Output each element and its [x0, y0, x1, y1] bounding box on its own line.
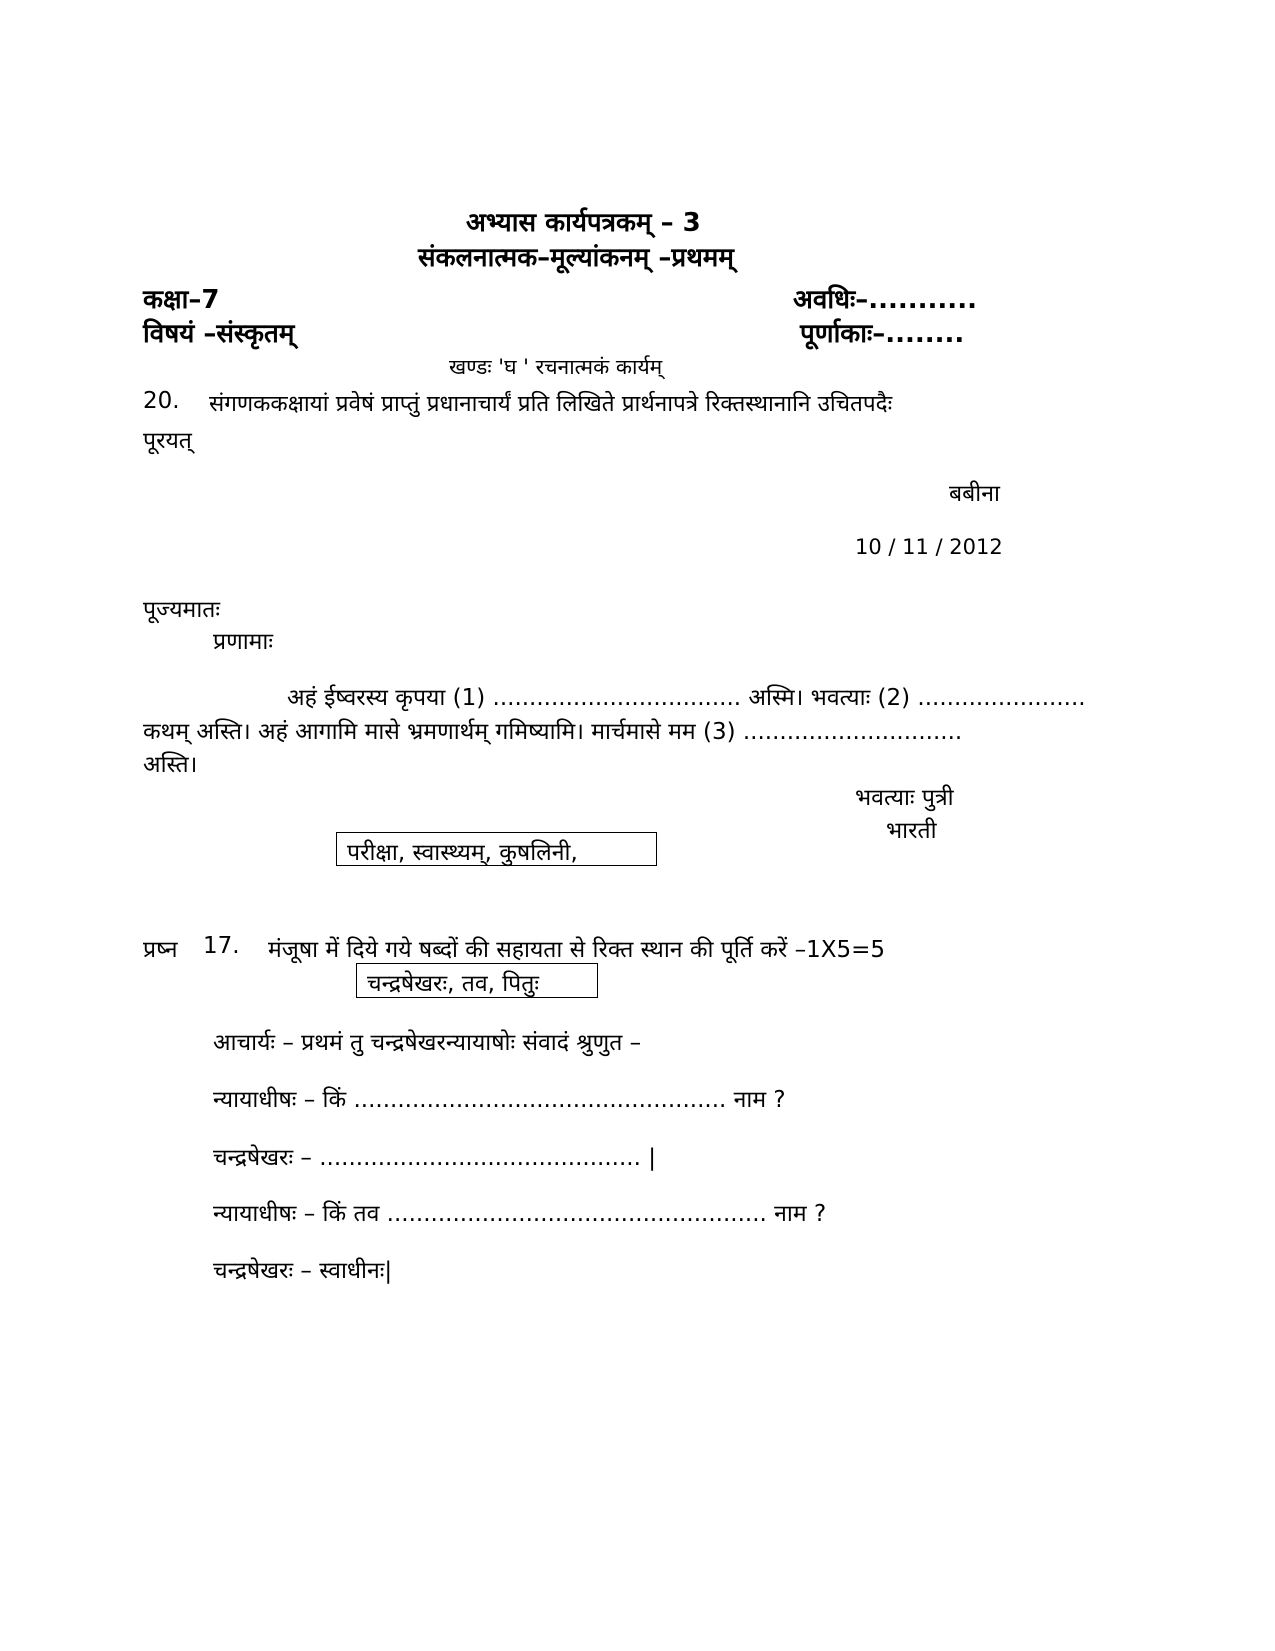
q17-number: 17. [203, 933, 240, 959]
subject-label: विषयं –संस्कृतम् [143, 319, 295, 349]
q17-label: प्रष्न [143, 937, 178, 963]
letter-place: बबीना [949, 481, 1000, 507]
letter-closing: भवत्याः पुत्री [855, 785, 954, 811]
letter-body-line3: अस्ति। [143, 752, 198, 778]
letter-salutation: पूज्यमातः [143, 597, 221, 623]
dialogue-line-2: न्यायाधीषः – किं ................................................... नाम ? [213, 1087, 786, 1113]
dialogue-line-1: आचार्यः – प्रथमं तु चन्द्रषेखरन्यायाषोः संवादं श्रुणुत – [213, 1030, 642, 1056]
dialogue-line-3: चन्द्रषेखरः – ............................................ | [213, 1145, 656, 1171]
duration-label: अवधिः–........... [793, 285, 977, 315]
worksheet-subtitle: संकलनात्मक–मूल्यांकनम् –प्रथमम् [418, 243, 734, 273]
class-label: कक्षा–7 [143, 285, 220, 315]
letter-body-line2: कथम् अस्ति। अहं आगामि मासे भ्रमणार्थम् गमिष्यामि। मार्चमासे मम (3) .............................. [143, 719, 963, 745]
letter-signature: भारती [886, 818, 937, 844]
marks-label: पूर्णाकाः–........ [800, 319, 965, 349]
q20-prompt-line1: संगणककक्षायां प्रवेषं प्राप्तुं प्रधानाचार्यं प्रति लिखिते प्रार्थनापत्रे रिक्तस्थानानि उचितपदैः [209, 391, 893, 417]
dialogue-line-5: चन्द्रषेखरः – स्वाधीनः| [213, 1258, 393, 1284]
letter-body-line1: अहं ईष्वरस्य कृपया (1) .................................. अस्मि। भवत्याः (2) ....................... [287, 685, 1086, 711]
q17-word-box: चन्द्रषेखरः, तव, पितुः [356, 963, 598, 998]
worksheet-title: अभ्यास कार्यपत्रकम् – 3 [466, 208, 701, 238]
q20-number: 20. [143, 388, 180, 414]
letter-greeting: प्रणामाः [213, 629, 274, 655]
dialogue-line-4: न्यायाधीषः – किं तव .................................................... नाम ? [213, 1201, 827, 1227]
q17-prompt: मंजूषा में दिये गये षब्दों की सहायता से रिक्त स्थान की पूर्ति करें –1X5=5 [268, 937, 886, 963]
q20-prompt-line2: पूरयत् [143, 428, 192, 454]
letter-date: 10 / 11 / 2012 [855, 535, 1003, 559]
q20-word-box: परीक्षा, स्वास्थ्यम्, कुषलिनी, [336, 832, 657, 866]
section-label: खण्डः 'घ ' रचनात्मकं कार्यम् [449, 355, 663, 379]
